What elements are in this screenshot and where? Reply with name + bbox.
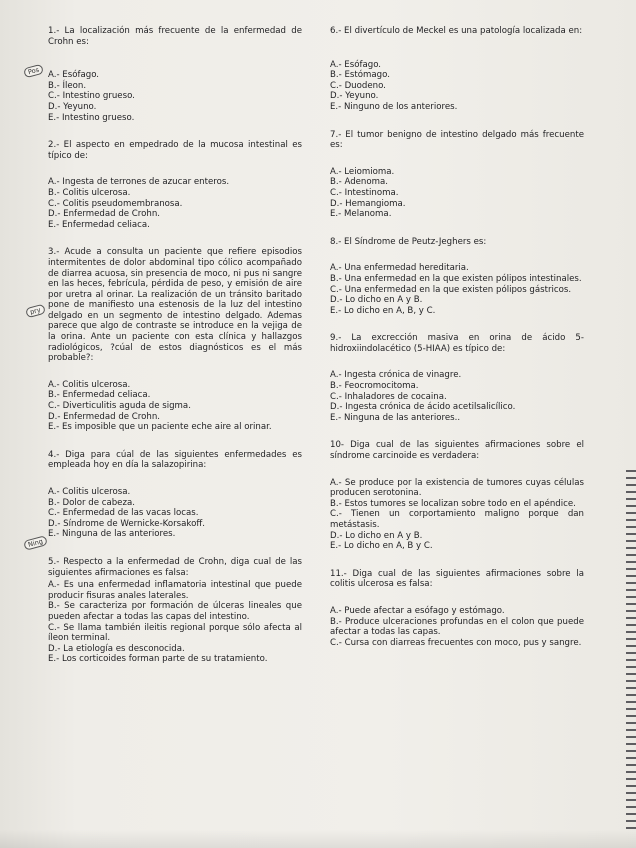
option: B.- Estómago.: [330, 70, 390, 81]
option: E.- Lo dicho en A, B y C.: [330, 541, 433, 552]
option: D.- Lo dicho en A y B.: [330, 295, 423, 306]
option: A.- Ingesta crónica de vinagre.: [330, 370, 462, 381]
option: C.- Diverticulitis aguda de sigma.: [48, 401, 191, 412]
option: E.- Los corticoides forman parte de su tratamiento.: [48, 654, 268, 665]
option: B.- Estos tumores se localizan sobre todo en el apéndice.: [330, 498, 576, 509]
question-8: [330, 237, 584, 317]
option: E.- Melanoma.: [330, 209, 392, 220]
option: A.- Esófago.: [330, 59, 382, 70]
option: D.- Enfermedad de Crohn.: [48, 209, 161, 220]
option: C.- Cursa con diarreas frecuentes con moco, pus y sangre.: [330, 637, 582, 648]
option: C.- Inhaladores de cocaina.: [330, 391, 447, 402]
option: E.- Ninguna de las anteriores..: [330, 412, 461, 423]
option: D.- Enfermedad de Crohn.: [48, 411, 161, 422]
option: C.- Duodeno.: [330, 80, 386, 91]
option: E.- Enfermedad celiaca.: [48, 219, 150, 230]
question-10: [330, 440, 584, 551]
option: B.- Adenoma.: [330, 177, 389, 188]
options-list: [330, 60, 584, 113]
options-list: [48, 177, 302, 230]
option: A.- Colitis ulcerosa.: [48, 487, 131, 497]
option: C.- Intestino grueso.: [48, 91, 135, 102]
options-list: [330, 263, 584, 316]
option: B.- Íleon.: [48, 80, 87, 91]
option: B.- Colitis ulcerosa.: [48, 187, 131, 198]
question-5: [48, 557, 302, 665]
options-list: [330, 370, 584, 423]
page-shadow: [0, 830, 636, 848]
question-stem: 3.- Acude a consulta un paciente que refiere episodios intermitentes de dolor abdominal tipo cólico acompañado de diarrea acuosa, sin presencia de moco, ni pus ni sangre en las heces, febrícula, pérdida de peso, y emisión de aire por uretra al orinar. La realización de un tránsito baritado pone de manifiesto una estenosis de la luz del intestino delgado en un segmento de intestino delgado. Ademas parece que algo de contraste se introduce en la vejiga de la orina. Ante un paciente con esta clínica y hallazgos radiológicos, ?cúal de estos diagnósticos es el más probable?:: [48, 247, 302, 364]
option: A.- Puede afectar a esófago y estómago.: [330, 605, 505, 616]
option: B.- Dolor de cabeza.: [48, 497, 135, 508]
options-list: [48, 580, 302, 665]
option: D.- Ingesta crónica de ácido acetilsalicílico.: [330, 402, 516, 413]
question-stem: 11.- Diga cual de las siguientes afirmaciones sobre la colitis ulcerosa es falsa:: [330, 568, 584, 590]
option: E.- Es imposible que un paciente eche aire al orinar.: [48, 422, 272, 433]
option: E.- Ninguno de los anteriores.: [330, 101, 458, 112]
question-stem: 7.- El tumor benigno de intestino delgado más frecuente es:: [330, 129, 584, 151]
question-stem: 4.- Diga para cúal de las siguientes enfermedades es empleada hoy en día la salazopirina:: [48, 449, 302, 471]
page-edge-marks: [626, 470, 636, 830]
question-4: [48, 450, 302, 540]
options-list: [330, 478, 584, 552]
question-1: [48, 26, 302, 123]
left-column: [48, 26, 302, 665]
option: D.- Lo dicho en A y B.: [330, 530, 423, 541]
option: C.- Colitis pseudomembranosa.: [48, 198, 183, 209]
option: B.- Feocromocitoma.: [330, 381, 419, 392]
option: E.- Ninguna de las anteriores.: [48, 529, 176, 540]
question-stem: 1.- La localización más frecuente de la enfermedad de Crohn es:: [48, 26, 302, 47]
question-9: [330, 333, 584, 423]
option: E.- Intestino grueso.: [48, 112, 135, 123]
option: C.- Una enfermedad en la que existen pólipos gástricos.: [330, 284, 572, 295]
option: C.- Intestinoma.: [330, 187, 399, 198]
question-stem: 8.- El Síndrome de Peutz-Jeghers es:: [330, 236, 487, 247]
options-list: [330, 606, 584, 648]
question-6: [330, 26, 584, 113]
option: A.- Una enfermedad hereditaria.: [330, 263, 469, 274]
margin-stamp-pry: pry: [25, 304, 46, 318]
option: D.- La etiología es desconocida.: [48, 643, 185, 654]
question-3: [48, 247, 302, 433]
margin-stamp-ning: Ning: [23, 535, 48, 551]
question-7: [330, 130, 584, 220]
options-list: [48, 380, 302, 433]
question-stem: 2.- El aspecto en empedrado de la mucosa intestinal es típico de:: [48, 140, 302, 161]
option: A.- Es una enfermedad inflamatoria intestinal que puede producir fisuras anales laterales.: [48, 580, 302, 601]
option: B.- Enfermedad celiaca.: [48, 390, 151, 401]
option: D.- Yeyuno.: [48, 101, 97, 112]
question-2: [48, 140, 302, 230]
option: D.- Yeyuno.: [330, 91, 379, 102]
option: C.- Se llama también ileitis regional porque sólo afecta al íleon terminal.: [48, 622, 302, 644]
option: C.- Enfermedad de las vacas locas.: [48, 508, 199, 519]
option: A.- Esófago.: [48, 70, 100, 81]
margin-stamp-pos: Pos: [23, 64, 44, 79]
question-11: [330, 569, 584, 649]
option: D.- Hemangioma.: [330, 198, 406, 209]
question-stem: 5.- Respecto a la enfermedad de Crohn, diga cual de las siguientes afirmaciones es falsa:: [48, 556, 302, 578]
option: C.- Tienen un corportamiento maligno porque dan metástasis.: [330, 509, 584, 530]
option: A.- Se produce por la existencia de tumores cuyas células producen serotonina.: [330, 477, 584, 499]
question-stem: 6.- El divertículo de Meckel es una patología localizada en:: [330, 26, 583, 36]
option: A.- Ingesta de terrones de azucar enteros.: [48, 177, 230, 188]
options-list: [48, 487, 302, 540]
option: A.- Leiomioma.: [330, 166, 395, 177]
option: D.- Síndrome de Wernicke-Korsakoff.: [48, 518, 205, 529]
question-stem: 10- Diga cual de las siguientes afirmaciones sobre el síndrome carcinoide es verdadera:: [330, 440, 584, 462]
option: E.- Lo dicho en A, B, y C.: [330, 305, 436, 316]
option: B.- Produce ulceraciones profundas en el colon que puede afectar a todas las capas.: [330, 616, 584, 638]
options-list: [330, 167, 584, 220]
option: B.- Se caracteriza por formación de úlceras lineales que pueden afectar a todas las capas del intestino.: [48, 601, 302, 622]
option: B.- Una enfermedad en la que existen pólipos intestinales.: [330, 273, 582, 284]
options-list: [48, 70, 302, 123]
option: A.- Colitis ulcerosa.: [48, 379, 131, 390]
right-column: [330, 26, 584, 648]
question-stem: 9.- La excrección masiva en orina de ácido 5-hidroxiindolacético (5-HIAA) es típico de:: [330, 333, 584, 354]
